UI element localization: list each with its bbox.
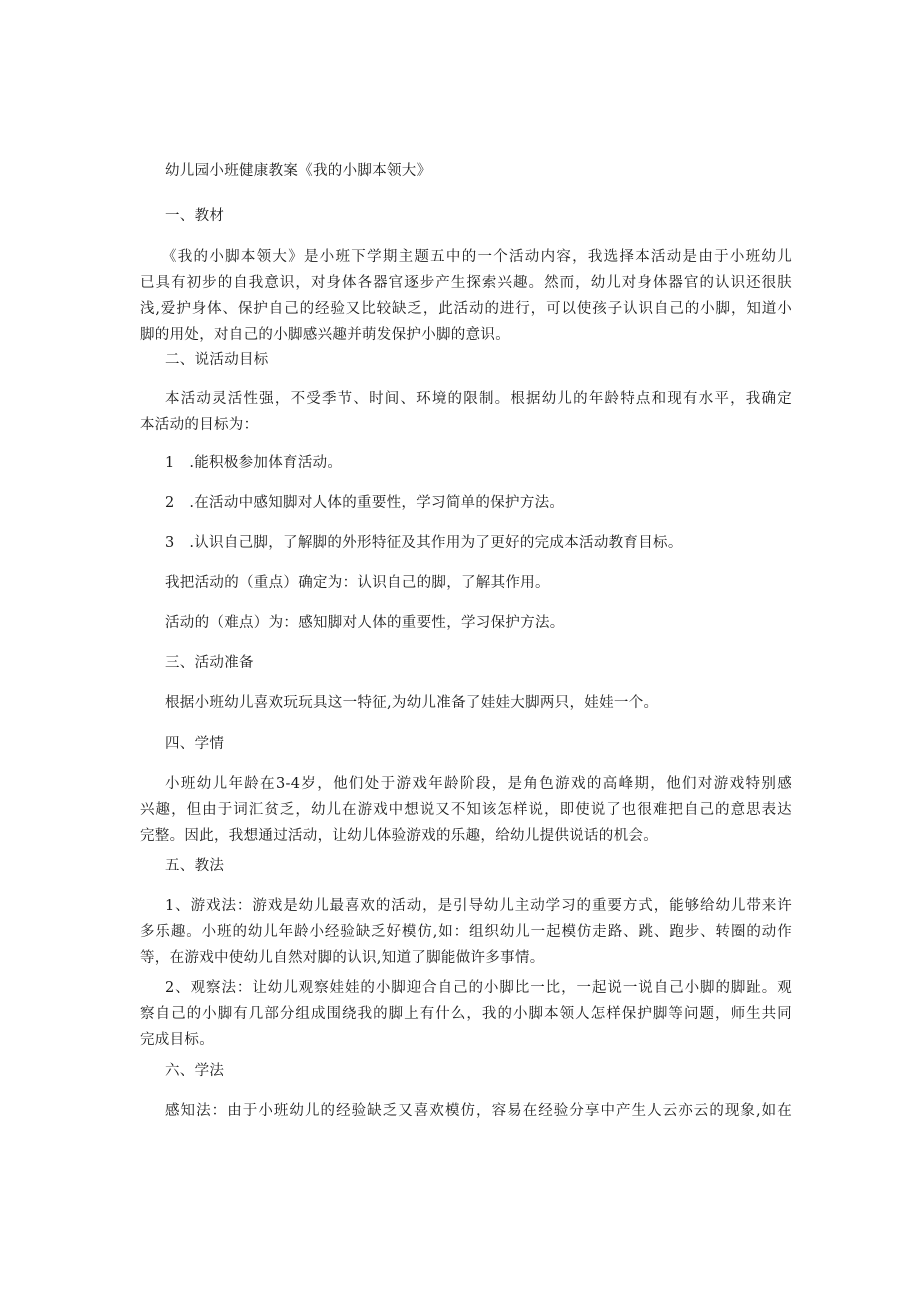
section-heading-2: 二、说活动目标 <box>165 352 269 368</box>
paragraph-observation-method <box>140 975 792 1053</box>
text-line: 2、观察法：让幼儿观察娃娃的小脚迎合自己的小脚比一比，一起说一说自己小脚的脚趾。观 <box>165 980 792 996</box>
paragraph-learner-analysis <box>140 771 792 849</box>
text-line: 兴趣，但由于词汇贫乏，幼儿在游戏中想说又不知该怎样说，即使说了也很难把自己的意思表达 <box>140 802 792 818</box>
text-line: 已具有初步的自我意识，对身体各器官逐步产生探索兴趣。然而，幼儿对身体器官的认识还很肤 <box>140 275 792 291</box>
goal-item-1: 1 .能积极参加体育活动。 <box>165 455 343 471</box>
section-heading-4: 四、学情 <box>165 736 225 752</box>
section-heading-1: 一、教材 <box>165 208 225 224</box>
text-line: 1、游戏法：游戏是幼儿最喜欢的活动，是引导幼儿主动学习的重要方式，能够给幼儿带来许 <box>165 898 792 914</box>
text-line: 《我的小脚本领大》是小班下学期主题五中的一个活动内容，我选择本活动是由于小班幼儿 <box>162 249 792 265</box>
text-line: 完成目标。 <box>140 1032 214 1048</box>
paragraph-preparation: 根据小班幼儿喜欢玩玩具这一特征,为幼儿准备了娃娃大脚两只，娃娃一个。 <box>165 695 659 711</box>
document-title: 幼儿园小班健康教案《我的小脚本领大》 <box>165 163 432 179</box>
text-line: 本活动的目标为： <box>140 417 259 433</box>
text-line: 完整。因此，我想通过活动，让幼儿体验游戏的乐趣，给幼儿提供说话的机会。 <box>140 828 658 844</box>
paragraph-materials <box>140 244 792 348</box>
text-line: 多乐趣。小班的幼儿年龄小经验缺乏好模仿,如：组织幼儿一起模仿走路、跳、跑步、转圈的动作 <box>140 924 792 940</box>
key-point: 我把活动的（重点）确定为：认识自己的脚，了解其作用。 <box>165 575 550 591</box>
goal-item-2: 2 .在活动中感知脚对人体的重要性，学习简单的保护方法。 <box>165 495 565 511</box>
section-heading-6: 六、学法 <box>165 1063 225 1079</box>
paragraph-game-method <box>140 893 792 971</box>
text-line: 察自己的小脚有几部分组成围绕我的脚上有什么，我的小脚本领人怎样保护脚等问题，师生共同 <box>140 1006 792 1022</box>
text-line: 等，在游戏中使幼儿自然对脚的认识,知道了脚能做许多事情。 <box>140 950 545 966</box>
text-line: 感知法：由于小班幼儿的经验缺乏又喜欢模仿，容易在经验分享中产生人云亦云的现象,如在 <box>165 1103 792 1119</box>
text-line: 小班幼儿年龄在3-4岁，他们处于游戏年龄阶段，是角色游戏的高峰期，他们对游戏特别感 <box>165 776 792 792</box>
section-heading-3: 三、活动准备 <box>165 655 254 671</box>
text-line: 浅,爱护身体、保护自己的经验又比较缺乏，此活动的进行，可以使孩子认识自己的小脚，知道小 <box>140 301 792 317</box>
goal-item-3: 3 .认识自己脚，了解脚的外形特征及其作用为了更好的完成本活动教育目标。 <box>165 535 683 551</box>
paragraph-goals-intro <box>140 386 792 438</box>
difficulty-point: 活动的（难点）为：感知脚对人体的重要性，学习保护方法。 <box>165 615 565 631</box>
paragraph-perception-method <box>140 1098 792 1124</box>
text-line: 脚的用处，对自己的小脚感兴趣并萌发保护小脚的意识。 <box>140 327 510 343</box>
section-heading-5: 五、教法 <box>165 858 225 874</box>
text-line: 本活动灵活性强，不受季节、时间、环境的限制。根据幼儿的年龄特点和现有水平，我确定 <box>165 391 792 407</box>
